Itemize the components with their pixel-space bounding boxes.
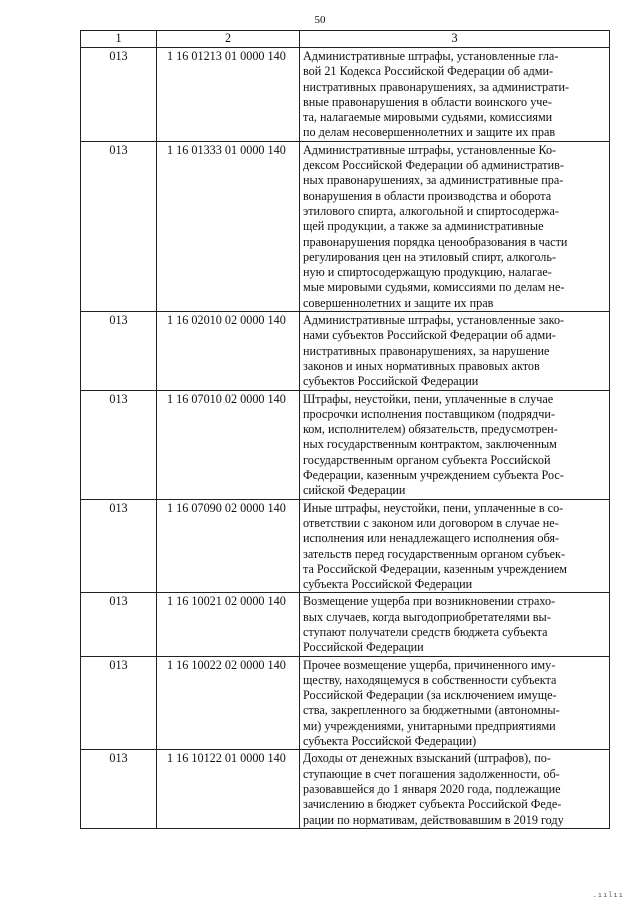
revenue-codes-table — [80, 30, 610, 829]
budget-classification-code-cell: 1 16 10122 01 0000 140 — [157, 750, 300, 828]
description-line: Штрафы, неустойки, пени, уплаченные в случае — [303, 391, 554, 406]
description-line: ществу, находящемуся в собственности субъекта — [303, 672, 557, 687]
admin-code-cell: 013 — [81, 312, 157, 390]
revenue-description-cell — [300, 312, 610, 390]
column-header-3: 3 — [300, 31, 610, 48]
description-line: ную и спиртосодержащую продукцию, налагае- — [303, 265, 552, 280]
description-line: дексом Российской Федерации об административ- — [303, 158, 564, 173]
description-line: ступающие в счет погашения задолженности, об- — [303, 766, 560, 781]
description-line: субъекта Российской Федерации) — [303, 734, 477, 749]
description-line: щей продукции, а также за административные — [303, 219, 544, 234]
description-line: разовавшейся до 1 января 2020 года, подлежащие — [303, 781, 561, 796]
description-line: нистративных правонарушениях, за администрати- — [303, 79, 570, 94]
admin-code-cell: 013 — [81, 750, 157, 828]
description-line: законов и иных нормативных правовых актов — [303, 358, 540, 373]
description-line: Административные штрафы, установленные Ко- — [303, 142, 557, 157]
description-line: правонарушения порядка ценообразования в части — [303, 234, 568, 249]
description-line: просрочки исполнения поставщиком (подрядчи- — [303, 406, 555, 421]
description-line: Административные штрафы, установленные гла- — [303, 49, 559, 63]
description-line: регулирования цен на этиловый спирт, алкоголь- — [303, 249, 557, 264]
revenue-description-cell — [300, 750, 610, 828]
revenue-description-cell — [300, 656, 610, 750]
table-row — [81, 390, 610, 499]
budget-classification-code-cell: 1 16 07010 02 0000 140 — [157, 390, 300, 499]
admin-code-cell: 013 — [81, 48, 157, 142]
description-line: Доходы от денежных взысканий (штрафов), по- — [303, 751, 551, 766]
description-line: ми) учреждениями, унитарными предприятиями — [303, 718, 556, 733]
admin-code-cell: 013 — [81, 390, 157, 499]
description-line: ком, исполнителем) обязательств, предусмотрен- — [303, 422, 558, 437]
column-header-2: 2 — [157, 31, 300, 48]
description-line: совершеннолетних и защите их прав — [303, 295, 494, 310]
description-line: исполнения или ненадлежащего исполнения обя- — [303, 531, 560, 546]
description-line: вонарушения в области производства и оборота — [303, 188, 552, 203]
description-line: Российской Федерации (за исключением имуще- — [303, 688, 557, 703]
revenue-description-cell — [300, 593, 610, 656]
description-line: субъектов Российской Федерации — [303, 374, 479, 389]
description-line: та, налагаемые мировыми судьями, комиссиями — [303, 110, 553, 125]
table-row — [81, 750, 610, 828]
description-line: нистративных правонарушениях, за нарушение — [303, 343, 550, 358]
budget-classification-code-cell: 1 16 01333 01 0000 140 — [157, 141, 300, 311]
table-row — [81, 312, 610, 390]
admin-code-cell: 013 — [81, 499, 157, 593]
description-line: вых случаев, когда выгодоприобретателями вы- — [303, 609, 551, 624]
table-row — [81, 141, 610, 311]
table-row — [81, 656, 610, 750]
description-line: ства, закрепленного за бюджетными (автономны- — [303, 703, 560, 718]
description-line: та Российской Федерации, казенным учреждением — [303, 561, 567, 576]
revenue-description-cell — [300, 141, 610, 311]
description-line: зательств перед государственным органом субъек- — [303, 546, 566, 561]
revenue-description-cell — [300, 390, 610, 499]
description-line: Прочее возмещение ущерба, причиненного иму- — [303, 657, 556, 672]
description-line: ных государственным контрактом, заключенным — [303, 437, 557, 452]
description-line: субъекта Российской Федерации — [303, 577, 473, 592]
table-row — [81, 593, 610, 656]
description-line: Федерации, казенным учреждением субъекта Рос- — [303, 468, 564, 483]
description-line: Административные штрафы, установленные зако- — [303, 313, 565, 328]
description-line: сийской Федерации — [303, 483, 406, 498]
description-line: зачислению в бюджет субъекта Российской Феде- — [303, 797, 562, 812]
page-number: 50 — [314, 14, 326, 26]
description-line: Иные штрафы, неустойки, пени, уплаченные в со- — [303, 500, 564, 515]
table-body — [81, 48, 610, 829]
budget-classification-code-cell: 1 16 07090 02 0000 140 — [157, 499, 300, 593]
revenue-description-cell — [300, 48, 610, 142]
admin-code-cell: 013 — [81, 141, 157, 311]
description-line: ных правонарушениях, за административные пра- — [303, 173, 564, 188]
table-row — [81, 499, 610, 593]
budget-classification-code-cell: 1 16 10021 02 0000 140 — [157, 593, 300, 656]
table-header-row — [81, 31, 610, 48]
description-line: ступают получатели средств бюджета субъекта — [303, 624, 548, 639]
budget-classification-code-cell: 1 16 01213 01 0000 140 — [157, 48, 300, 142]
description-line: этилового спирта, алкогольной и спиртосодержа- — [303, 203, 559, 218]
budget-classification-code-cell: 1 16 02010 02 0000 140 — [157, 312, 300, 390]
budget-classification-code-cell: 1 16 10022 02 0000 140 — [157, 656, 300, 750]
admin-code-cell: 013 — [81, 593, 157, 656]
description-line: мые мировыми судьями, комиссиями по делам не- — [303, 280, 565, 295]
description-line: по делам несовершеннолетних и защите их прав — [303, 125, 556, 140]
admin-code-cell: 013 — [81, 656, 157, 750]
description-line: государственным органом субъекта Российской — [303, 452, 551, 467]
description-line: ответствии с законом или договором в случае не- — [303, 515, 559, 530]
table-row — [81, 48, 610, 142]
description-line: вой 21 Кодекса Российской Федерации об адми- — [303, 64, 554, 79]
description-line: Российской Федерации — [303, 640, 424, 655]
description-line: рации по нормативам, действовавшим в 2019 году — [303, 812, 564, 827]
column-header-1: 1 — [81, 31, 157, 48]
description-line: Возмещение ущерба при возникновении страхо- — [303, 594, 556, 609]
scan-mark: .ıılıı — [592, 891, 624, 899]
description-line: вные правонарушения в области воинского уче- — [303, 94, 552, 109]
description-line: нами субъектов Российской Федерации об адми- — [303, 328, 556, 343]
revenue-description-cell — [300, 499, 610, 593]
